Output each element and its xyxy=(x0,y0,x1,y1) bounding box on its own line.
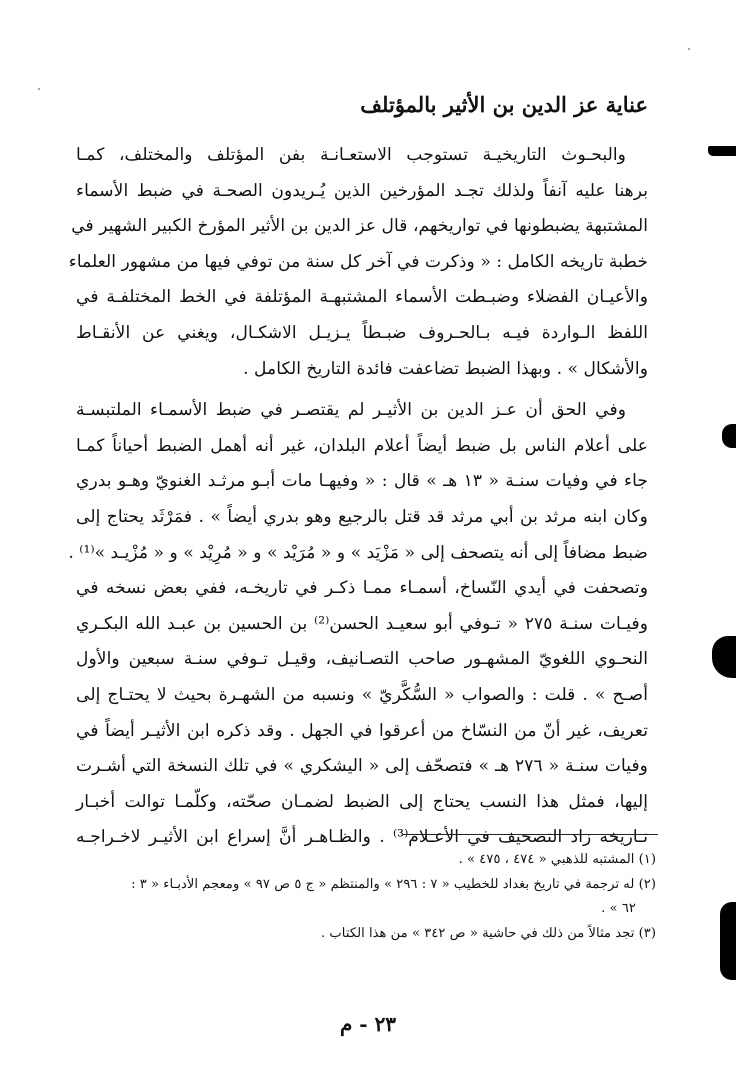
text-line: إليها، فمثل هذا النسب يحتاج إلى الضبط لضمـان صحّته، وكلّمـا توالت أخبـار xyxy=(76,791,648,812)
text-line: جاء في وفيات سنـة « ١٣ هـ » قال : « وفيهـا مات أبـو مرثـد الغنويّ وهـو بدري xyxy=(76,471,649,492)
text-line: وفيات سنـة « ٢٧٦ هـ » فتصحّف إلى « اليشكري » في تلك النسخة التي أشـرت xyxy=(76,756,648,777)
scan-mark-top xyxy=(708,146,736,156)
text-line: وكان ابنه مرثد بن أبي مرثد قد قتل بالرجيع وهو بدري أيضاً » . فمَرْثَد يحتاج إلى xyxy=(76,506,648,527)
text-line: خطبة تاريخه الكامل : « وذكرت في آخر كل سنة من توفي فيها من مشهور العلماء xyxy=(68,251,648,272)
footnote-1: (١) المشتبه للذهبي « ٤٧٤ ، ٤٧٥ » . xyxy=(458,852,656,867)
text-line: المشتبهة يضبطونها في تواريخهم، قال عز الدين بن الأثير المؤرخ الكبير الشهير في xyxy=(71,216,648,237)
text-line: والأعيـان الفضلاء وضبـطت الأسماء المشتبهـة المؤتلفة في الخط المختلفـة في xyxy=(76,287,648,308)
scan-speck xyxy=(688,48,690,50)
text-line: تـاريخه زاد التصحيف في الأعـلام⁽³⁾ . والظـاهـر أنَّ إسراع ابن الأثيـر لاخـراجـه xyxy=(76,827,648,848)
text-line: ضبط مضافاً إلى أنه يتصحف إلى « مَزْيَد » و « مُرَيْد » و « مُرِيْد » و « مُزْيـد »⁽¹⁾ . xyxy=(68,542,648,563)
scan-speck xyxy=(38,88,40,90)
section-title: عناية عز الدين بن الأثير بالمؤتلف xyxy=(360,92,648,117)
scan-mark-middle xyxy=(722,424,736,448)
footnote-divider xyxy=(402,834,658,835)
main-text xyxy=(68,138,649,856)
text-line: وتصحفت في أيدي النّساخ، أسمـاء ممـا ذكـر في تاريخـه، ففي بعض نسخه في xyxy=(76,578,648,599)
footnote-2-continued: ٦٢ » . xyxy=(601,901,636,916)
text-line: وفي الحق أن عـز الدين بن الأثيـر لم يقتصـر في ضبط الأسمـاء الملتبسـة xyxy=(76,400,626,421)
footnote-2: (٢) له ترجمة في تاريخ بغداد للخطيب « ٧ : ٢٩٦ » والمنتظم « ج ٥ ص ٩٧ » ومعجم الأدبـاء « ٣ : xyxy=(131,876,656,892)
text-line: وفيـات سنـة ٢٧٥ « تـوفي أبو سعيـد الحسن⁽²⁾ بن الحسين بن عبـد الله البكـري xyxy=(76,613,648,634)
text-line: اللفظ الـواردة فيـه بـالحـروف ضبـطاً يـزيـل الاشكـال، ويغني عن الأنقـاط xyxy=(76,322,648,343)
page-number: ٢٣ - م xyxy=(339,1012,397,1036)
text-line: أصـح » . قلت : والصواب « السُّكَّريّ » ونسبه من الشهـرة بحيث لا يحتـاج إلى xyxy=(76,684,648,705)
text-line: برهنا عليه آنفاً ولذلك تجـد المؤرخين الذين يُـريدون الصحـة في ضبط الأسماء xyxy=(76,180,648,201)
text-line: على أعلام الناس بل ضبط أيضاً أعلام البلدان، غير أنه أهمل الضبط أحياناً كمـا xyxy=(76,435,648,456)
footnote-3: (٣) تجد مثالاً من ذلك في حاشية « ص ٣٤٢ » من هذا الكتاب . xyxy=(321,925,656,941)
text-line: والأشكال » . وبهذا الضبط تضاعفت فائدة التاريخ الكامل . xyxy=(243,358,648,379)
text-line: النحـوي اللغويّ المشهـور صاحب التصـانيف، وقيـل تـوفي سنـة سبعين والأول xyxy=(76,649,648,670)
footnotes xyxy=(56,848,656,946)
text-line: والبحـوث التاريخيـة تستوجب الاستعـانـة بفن المؤتلف والمختلف، كمـا xyxy=(76,145,626,165)
scan-mark-bottom xyxy=(720,902,736,980)
text-line: تعريف، غير أنّ من النسّاخ من أعرقوا في الجهل . وقد ذكره ابن الأثيـر أيضاً في xyxy=(76,720,648,741)
